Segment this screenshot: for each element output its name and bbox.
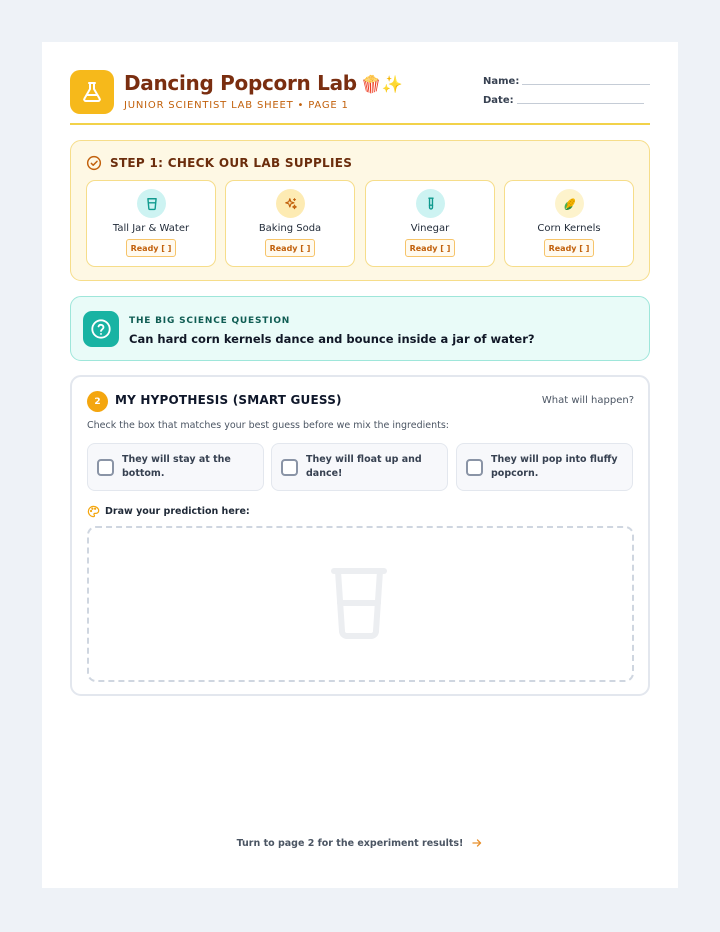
date-field[interactable] bbox=[483, 95, 653, 114]
supply-name: Vinegar bbox=[410, 223, 450, 234]
option-checkbox[interactable] bbox=[466, 459, 483, 476]
title-emoji: 🍿✨ bbox=[360, 75, 403, 95]
page-title: Dancing Popcorn Lab 🍿✨ bbox=[124, 71, 403, 95]
ready-checkbox[interactable]: Ready [ ] bbox=[126, 239, 176, 257]
hypothesis-aside: What will happen? bbox=[541, 395, 634, 406]
supplies-section bbox=[70, 140, 650, 281]
hypothesis-option[interactable] bbox=[456, 443, 633, 491]
hypothesis-instruction: Check the box that matches your best guess before we mix the ingredients: bbox=[87, 420, 449, 431]
page-subtitle: JUNIOR SCIENTIST LAB SHEET • PAGE 1 bbox=[124, 100, 349, 111]
jar-icon bbox=[137, 189, 166, 218]
hypothesis-option[interactable] bbox=[87, 443, 264, 491]
question-eyebrow: THE BIG SCIENCE QUESTION bbox=[129, 316, 291, 326]
date-line bbox=[517, 103, 644, 104]
hypothesis-section bbox=[70, 375, 650, 696]
option-label: They will stay at the bottom. bbox=[122, 454, 231, 479]
name-line bbox=[522, 84, 650, 85]
flask-icon bbox=[70, 70, 114, 114]
option-checkbox[interactable] bbox=[281, 459, 298, 476]
supply-name: Baking Soda bbox=[258, 223, 322, 234]
student-fields bbox=[483, 76, 653, 114]
draw-label: Draw your prediction here: bbox=[87, 505, 250, 518]
question-circle-icon bbox=[83, 311, 119, 347]
supply-name: Corn Kernels bbox=[537, 223, 601, 234]
beaker-icon bbox=[329, 566, 389, 642]
hypothesis-options bbox=[87, 443, 634, 491]
corn-icon bbox=[555, 189, 584, 218]
supply-card-corn bbox=[504, 180, 634, 267]
date-label: Date: bbox=[483, 95, 514, 106]
supplies-heading: STEP 1: CHECK OUR LAB SUPPLIES bbox=[86, 155, 352, 171]
step-number-badge: 2 bbox=[87, 391, 108, 412]
hypothesis-heading: MY HYPOTHESIS (SMART GUESS) bbox=[115, 393, 342, 407]
science-question-box bbox=[70, 296, 650, 361]
supply-card-baking-soda bbox=[225, 180, 355, 267]
supply-list bbox=[86, 180, 635, 267]
lab-sheet-page bbox=[42, 42, 678, 888]
option-checkbox[interactable] bbox=[97, 459, 114, 476]
name-field[interactable] bbox=[483, 76, 653, 95]
footer-nav[interactable] bbox=[42, 837, 678, 849]
name-label: Name: bbox=[483, 76, 520, 87]
question-text: Can hard corn kernels dance and bounce inside a jar of water? bbox=[129, 332, 535, 346]
supply-card-jar bbox=[86, 180, 216, 267]
header bbox=[70, 70, 650, 126]
header-divider bbox=[70, 123, 650, 125]
check-circle-icon bbox=[86, 155, 102, 171]
supply-name: Tall Jar & Water bbox=[112, 223, 190, 234]
ready-checkbox[interactable]: Ready [ ] bbox=[544, 239, 594, 257]
test-tube-icon bbox=[416, 189, 445, 218]
sparkle-icon bbox=[276, 189, 305, 218]
option-label: They will pop into fluffy popcorn. bbox=[491, 454, 618, 479]
drawing-area[interactable] bbox=[87, 526, 634, 682]
ready-checkbox[interactable]: Ready [ ] bbox=[265, 239, 315, 257]
footer-text: Turn to page 2 for the experiment results! bbox=[236, 837, 464, 849]
palette-icon bbox=[87, 505, 100, 518]
ready-checkbox[interactable]: Ready [ ] bbox=[405, 239, 455, 257]
option-label: They will float up and dance! bbox=[306, 454, 422, 479]
supply-card-vinegar bbox=[365, 180, 495, 267]
arrow-right-icon[interactable] bbox=[471, 837, 483, 849]
hypothesis-option[interactable] bbox=[271, 443, 448, 491]
